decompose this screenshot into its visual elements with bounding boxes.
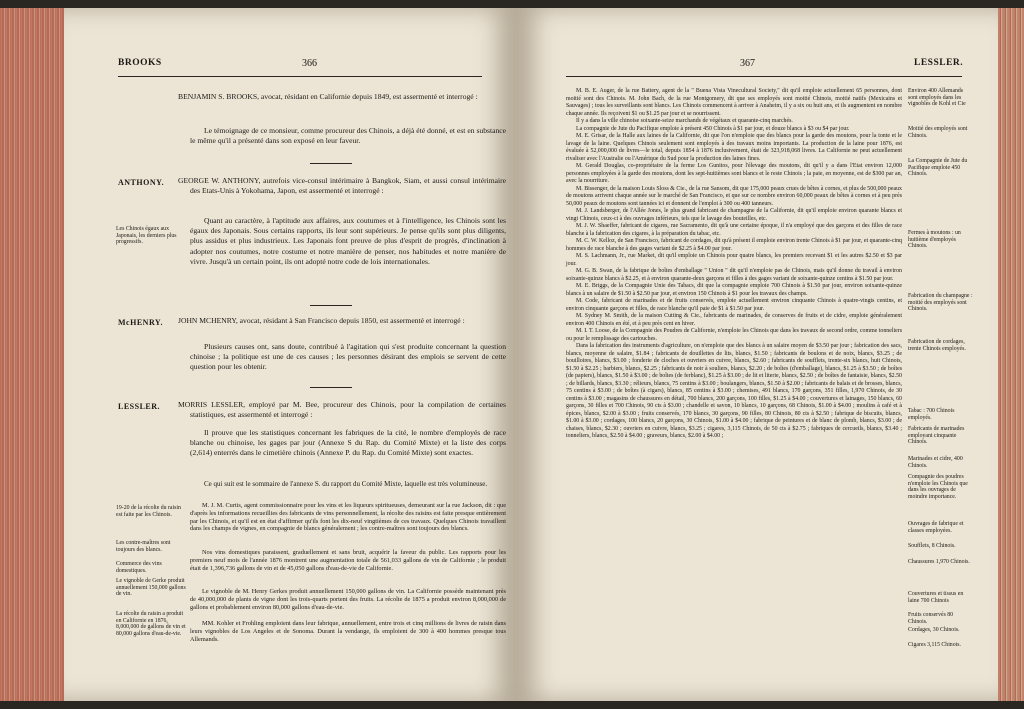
section-separator xyxy=(310,305,352,306)
right-page-edges xyxy=(996,8,1024,701)
summary-paragraph: M. C. W. Kelloz, de San Francisco, fabricant de cordages, dit qu'à présent il emploie environ trente Chinois à $1 par jour, et quarante-cinq hommes de race blanche à des gages variant de $2.25 à $4.00 par jour. xyxy=(566,238,902,252)
summary-paragraph: M. Bissenger, de la maison Louis Sloss & Cie., de la rue Sansom, dit que 175,000 peaux crues de bêtes à cornes, et plus de 500,000 peaux de moutons arrivent chaque année sur le marché de San Francisco, et que sur ce nombre environ 60,000 peaux de bêtes à cornes et à peu près 50,000 peaux de moutons sont tannées ici et donnent de l'emploi à 300 ou 400 tanneurs. xyxy=(566,185,902,207)
summary-paragraph: M. E. Grisar, de la Halle aux laines de la Californie, dit que l'on n'emploie que des blancs pour la garde des moutons, pour la tonte et le lavage de la laine. Quelques Chinois seulement sont employés à des travaux moins importants. La production de la laine pour 1876, est évaluée à 52,000,000 de livres—le total, depuis 1854 à 1876 inclusivement, était de 323,918,068 livres. La Californie ne peut actuellement rivaliser avec l'Australie ou l'Amérique du Sud pour la production des laines fines. xyxy=(566,133,902,162)
summary-paragraph: Dans la fabrication des instruments d'agriculture, on n'emploie que des blancs à un salaire moyen de $3.50 par jour ; fabrication des sacs, blancs, moyenne de salaire, $1.84 ; fabricants de douillettes de lits, blancs, $1.50 ; fabricants de boulons et de noix, blancs, $3.25 ; de bouilloires, blancs, $3.00 ; fonderie de cloches et ouvriers en cuivre, blancs, $2.60 ; fabricants de soufflets, trente-six blancs, huit Chinois, $1.50 à $2.25 ; barbiers, blancs, $2.25 ; fabricants de noir à souliers, blancs, $2.20 ; de boîtes (d'emballage), blancs, $1.25 à $3.50 ; de boîtes (de papiers), blancs, $1.50 à $3.00 ; de boîtes (de ferblanc), $1.25 à $3.00 ; de lit et literie, blancs, $2.50 ; de boîtes de fantaisie, blancs, $2.50 ; de billards, blancs, $3.30 ; rélieurs, blancs, 75 centins à $3.00 ; boulangers, blancs, $1.50 à $2.00 ; fabricants de balais et de brosses, blancs, 75 centins à $3.00 ; de boîtes (à cigars), blancs, 85 centins à $3.00 ; chemises, 491 blancs, 170 garçons, 351 filles, 1,970 Chinois, de 30 centins à $3.00 ; magasins de chaussures en détail, 700 blancs, 200 garçons, 100 filles, $1.25 à $4.00 ; couvertures et lainages, 150 blancs, 60 garçons, 30 filles et 700 Chinois, 90 cts à $3.00 ; chandelle et savon, 10 blancs, 10 garçons, 68 Chinois, $1.00 à $4.00 ; moulins à café et à épices, blancs, $2.00 à $3.00 ; fruits conservés, 170 blancs, 30 garçons, 90 filles, 80 Chinois, 80 cts à $2.50 ; fabrique de biscuits, blancs, $1.00 à $3.00 ; cordages, 100 blancs, 20 garçons, 30 Chinois, $1.00 à $4.00 ; fabrique de peintures et de blanc de plomb, blancs, $3.00 ; de chaises, blancs, $2.30 ; ouvriers en cuivre, blancs, $3.25 ; cigares, 3,115 Chinois, de 50 cts à $2.75 ; fabriques de cercueils, blancs, $3.40 ; tonneliers, blancs, $2.50 à $4.00 ; graveurs, blancs, $2.00 à $4.00 ; xyxy=(566,343,902,439)
side-note: Le vignoble de Gerke produit annuellement 150,000 gallons de vin. xyxy=(116,578,186,598)
testimony-paragraph: Plusieurs causes ont, sans doute, contribué à l'agitation qui s'est produite concernant la question chinoise ; la politique est une de ces causes ; les personnes désirant des emplois se servent de cette question pour les obtenir. xyxy=(190,342,506,372)
side-note: La Compagnie de Jute du Pacifique emploie 450 Chinois. xyxy=(908,158,968,178)
witness-name: LESSLER. xyxy=(118,402,161,411)
section-separator xyxy=(310,387,352,388)
side-note: La récolte du raisin a produit en Californie en 1876, 8,000,000 de gallons de vin et 80,000 gallons d'eau-de-vie. xyxy=(116,611,186,637)
testimony-paragraph: Quant au caractère, à l'aptitude aux affaires, aux coutumes et à l'intelligence, les Chinois sont les égaux des Japonais. Sous certains rapports, ils leur sont supérieurs. Je pense qu'ils sont plus diligents, plus assidus et plus industrieux. Les Japonais font preuve de plus d'esprit de progrès, d'inclination à adopter nos coutumes, notre costume et notre manière de penser, nos habitudes et notre manière de vivre. Jusqu'à un certain point, ils ont adopté notre code de lois internationales. xyxy=(190,216,506,266)
summary-paragraph: MM. Kohler et Frohling emploient dans leur fabrique, annuellement, entre trois et cinq millions de livres de raisin dans leurs vignobles de Los Angeles et de Sonoma. Durant la vendange, ils emploient de 300 à 400 hommes presque tous Allemands. xyxy=(190,620,506,643)
summary-column xyxy=(566,88,902,441)
running-header: BROOKS xyxy=(118,58,162,68)
side-note: Moitié des employés sont Chinois. xyxy=(908,126,968,139)
left-page xyxy=(64,8,516,701)
summary-paragraph: Nos vins domestiques paraissent, graduellement et sans bruit, acquérir la faveur du public. Les rapports pour les premiers neuf mois de l'année 1876 montrent une augmentation totale de 561,033 gallons de vin de Californie ; le produit était de 1,396,736 gallons de vin et de 45,050 gallons d'eau-de-vie de Californie. xyxy=(190,549,506,572)
summary-paragraph: M. Sydney M. Smith, de la maison Cutting & Cie., fabricants de marinades, de conserves de fruits et de cidre, emploie généralement environ 400 Chinois en été, et à peu près cent en hiver. xyxy=(566,313,902,327)
running-header: LESSLER. xyxy=(914,58,964,68)
side-note: Les Chinois égaux aux Japonais, les derniers plus progressifs. xyxy=(116,226,177,246)
side-note: Fruits conservés 80 Chinois. xyxy=(908,612,954,625)
side-note: Tabac : 700 Chinois employés. xyxy=(908,408,955,421)
side-note: Cordages, 30 Chinois. xyxy=(908,627,960,633)
left-page-edges xyxy=(0,8,66,701)
side-note: Les contre-maîtres sont toujours des blancs. xyxy=(116,540,171,553)
testimony-paragraph: Ce qui suit est le sommaire de l'annexe S. du rapport du Comité Mixte, laquelle est très volumineuse. xyxy=(204,480,488,488)
right-page xyxy=(516,8,998,701)
page-number: 366 xyxy=(302,58,317,69)
testimony-intro: GEORGE W. ANTHONY, autrefois vice-consul intérimaire à Bangkok, Siam, et aussi consul intérimaire des Etats-Unis à Yokohama, Japon, est assermenté et interrogé : xyxy=(178,176,506,196)
side-note: Commerce des vins domestiques. xyxy=(116,561,162,574)
summary-paragraph: M. I. T. Loose, de la Compagnie des Poudres de Californie, n'emploie les Chinois que dans les travaux de second ordre, comme tonneliers ou pour le remplissage des cartouches. xyxy=(566,328,902,342)
summary-paragraph: M. Code, fabricant de marinades et de fruits conservés, emploie actuellement environ cinquante Chinois à quatre-vingts centins, et environ cinquante garçons et filles, de race blanche qu'il paie de $1 à $1.50 par jour. xyxy=(566,298,902,312)
testimony-intro: JOHN MCHENRY, avocat, résidant à San Francisco depuis 1850, est assermenté et interrogé : xyxy=(178,316,465,325)
summary-paragraph: M. S. Lachmann, Jr., rue Market, dit qu'il emploie un Chinois pour quatre blancs, les premiers recevant $1 et les autres $2.50 et $3 par jour. xyxy=(566,253,902,267)
header-rule xyxy=(118,76,482,77)
testimony-intro: MORRIS LESSLER, employé par M. Bee, procureur des Chinois, pour la compilation de certaines statistiques, est assermenté et interrogé : xyxy=(178,400,506,420)
testimony-intro: BENJAMIN S. BROOKS, avocat, résidant en Californie depuis 1849, est assermenté et interrogé : xyxy=(178,92,478,101)
header-rule xyxy=(566,76,962,77)
section-separator xyxy=(310,163,352,164)
summary-paragraph: M. G. B. Swan, de la fabrique de boîtes d'emballage " Union " dit qu'il n'emploie pas de Chinois, mais qu'il donne du travail à environ soixante-quinze blancs à $2.25, et à environ quarante-deux garçons et filles à des gages variant de soixante-quinze centins à $1.50 par jour. xyxy=(566,268,902,282)
testimony-paragraph: Il prouve que les statistiques concernant les fabriques de la cité, le nombre d'employés de race blanche ou chinoise, les gages par jour (Annexe S du Rap. du Comité Mixte) et la liste des corps (2,614) enterrés dans le cimetière chinois (Annexe P. du Rap. du Comité Mixte) sont exactes. xyxy=(190,428,506,458)
side-note: Fabrication du champagne : moitié des employés sont Chinois. xyxy=(908,293,973,313)
page-number: 367 xyxy=(740,58,755,69)
testimony-paragraph: Le témoignage de ce monsieur, comme procureur des Chinois, a déjà été donné, et est en substance le même qu'il a présenté dans son exposé en leur faveur. xyxy=(190,126,506,146)
summary-paragraph: M. Gerald Douglas, co-propriétaire de la ferme Los Gunitos, pour l'élevage des moutons, dit qu'il y a dans l'Etat environ 12,000 personnes employées à la garde des moutons, dont les sept-huitièmes sont blancs et le reste Chinois ; la paie, en moyenne, est de $300 par an, avec la nourriture. xyxy=(566,163,902,184)
summary-paragraph: M. J. M. Curtis, agent commissionnaire pour les vins et les liqueurs spiritueuses, demeurant sur la rue Jackson, dit : que d'après les informations recueillies des fabricants de vins personnellement, la récolte des raisins est faite presque entièrement par les Chinois, et qu'il est en état d'affirmer qu'ils font les dix-neuf vingtièmes de ces travaux. Quelques Chinois travaillent dans les champs de vignes, en compagnie de blancs généralement ; les contre-maîtres sont toujours des blancs. xyxy=(190,502,506,533)
summary-paragraph: Le vignoble de M. Henry Gerkes produit annuellement 150,000 gallons de vin. La Californie possède maintenant près de 40,000,000 de plants de vigne dont les trois-quarts portent des fruits. La récolte de 1875 a produit environ 8,000,000 de gallons et probablement environ 80,000 gallons d'eau-de-vie. xyxy=(190,588,506,611)
summary-paragraph: Il y a dans la ville chinoise soixante-seize marchands de végétaux et quarante-cinq marchés. xyxy=(576,118,793,124)
summary-paragraph: M. J. W. Shaeffer, fabricant de cigares, rue Sacramento, dit qu'à une certaine époque, il n'a employé que des garçons et des filles de race blanche à la fabrication des cigares, à la préparation du tabac, etc. xyxy=(566,223,902,237)
summary-paragraph: M. E. Briggs, de la Compagnie Unie des Tabacs, dit que la compagnie emploie 700 Chinois à $1.50 par jour, environ soixante-quinze blancs à un salaire de $1.50 à $2.50 par jour, et environ 150 Chinois à $1 pour les travaux des champs. xyxy=(566,283,902,297)
side-note: Ouvrages de fabrique et classes employées. xyxy=(908,521,964,534)
side-note: Cigares 3,115 Chinois. xyxy=(908,642,961,648)
side-note: Compagnie des poudres n'emploie les Chinois que dans les ouvrages de moindre importance. xyxy=(908,474,968,500)
side-note: Fermes à moutons : un huitième d'employés Chinois. xyxy=(908,230,961,250)
summary-paragraph: La compagnie de Jute du Pacifique emploie à présent 450 Chinois à $1 par jour, et douze blancs à $3 ou $4 par jour. xyxy=(576,125,850,132)
summary-paragraph: M. B. E. Auger, de la rue Battery, agent de la " Buena Vista Vinecultural Society," dit qu'il emploie actuellement 65 personnes, dont moitié sont des Chinois. M. John Bach, de la rue Montgomery, dit que ses employés sont moitié Chinois, moitié natifs (Mexicains et Sauvages) ; tous les surveillants sont blancs. Les Chinois commencent à arriver à Anaheim, il y a six ou huit ans, et ils augmentent en nombre chaque année. Ils reçoivent $1 ou $1.25 par jour et se nourrissent. xyxy=(566,88,902,117)
side-note: 19-20 de la récolte du raisin est faite par les Chinois. xyxy=(116,505,181,518)
side-note: Couvertures et tissus en laine 700 Chinois xyxy=(908,591,964,604)
side-note: Soufflets, 8 Chinois. xyxy=(908,543,956,549)
side-note: Marinades et cidre, 400 Chinois. xyxy=(908,456,963,469)
side-note: Fabricants de marinades employant cinquante Chinois. xyxy=(908,426,965,446)
side-note: Fabrication de cordages, trente Chinois employés. xyxy=(908,339,966,352)
witness-name: McHENRY. xyxy=(118,318,163,327)
witness-name: ANTHONY. xyxy=(118,178,165,187)
side-note: Environ 400 Allemands sont employés dans les vignobles de Kohl et Cie xyxy=(908,88,966,108)
side-note: Chaussures 1,970 Chinois. xyxy=(908,559,970,565)
summary-paragraph: M. J. Landsberger, de l'Allée Jones, le plus grand fabricant de champagne de la Californie, dit qu'il emploie environ quarante blancs et vingt Chinois, ceux-ci à des ouvrages inférieurs, tels que le lavage des bouteilles, etc. xyxy=(566,208,902,222)
